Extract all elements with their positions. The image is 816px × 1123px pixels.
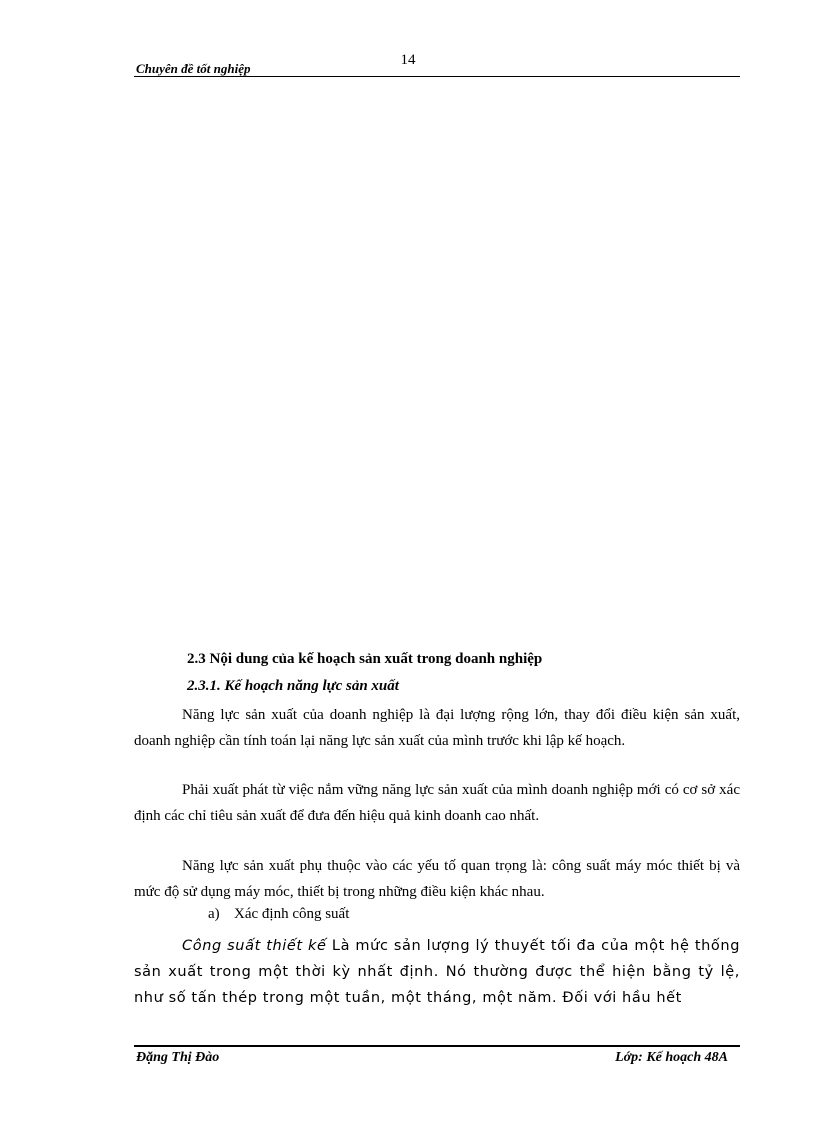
header-title: Chuyên đề tốt nghiệp xyxy=(136,61,251,76)
list-marker: a) xyxy=(208,906,220,922)
page-number: 14 xyxy=(400,52,416,68)
paragraph-1: Năng lực sản xuất của doanh nghiệp là đại lượng rộng lớn, thay đổi điều kiện sản xuất, doanh nghiệp cần tính toán lại năng lực sản xuất của mình trước khi lập kế hoạch. xyxy=(134,707,740,749)
list-item-text: Xác định công suất xyxy=(234,906,350,922)
paragraph-2: Phải xuất phát từ việc nắm vững năng lực sản xuất của mình doanh nghiệp mới có cơ sở xác định các chỉ tiêu sản xuất để đưa đến hiệu quả kinh doanh cao nhất. xyxy=(134,782,740,824)
footer-author: Đặng Thị Đào xyxy=(136,1050,220,1065)
subsection-heading: 2.3.1. Kế hoạch năng lực sản xuất xyxy=(187,678,399,694)
section-heading: 2.3 Nội dung của kế hoạch sản xuất trong doanh nghiệp xyxy=(187,651,543,667)
footer-class: Lớp: Kế hoạch 48A xyxy=(615,1050,728,1065)
list-item-capacity xyxy=(208,906,349,923)
paragraph-4-term: Công suất thiết kế xyxy=(182,938,327,954)
paragraph-4 xyxy=(134,933,740,1011)
paragraph-3: Năng lực sản xuất phụ thuộc vào các yếu tố quan trọng là: công suất máy móc thiết bị và mức độ sử dụng máy móc, thiết bị trong những điều kiện khác nhau. xyxy=(134,858,740,900)
paragraph-4-text: Là mức sản lượng lý thuyết tối đa của một hệ thống sản xuất trong một thời kỳ nhất định. Nó thường được thể hiện bằng tỷ lệ, như số tấn thép trong một tuần, một tháng, một năm. Đối với hầu hết xyxy=(134,938,740,1006)
footer-rule xyxy=(134,1045,740,1047)
page-header xyxy=(134,58,740,77)
